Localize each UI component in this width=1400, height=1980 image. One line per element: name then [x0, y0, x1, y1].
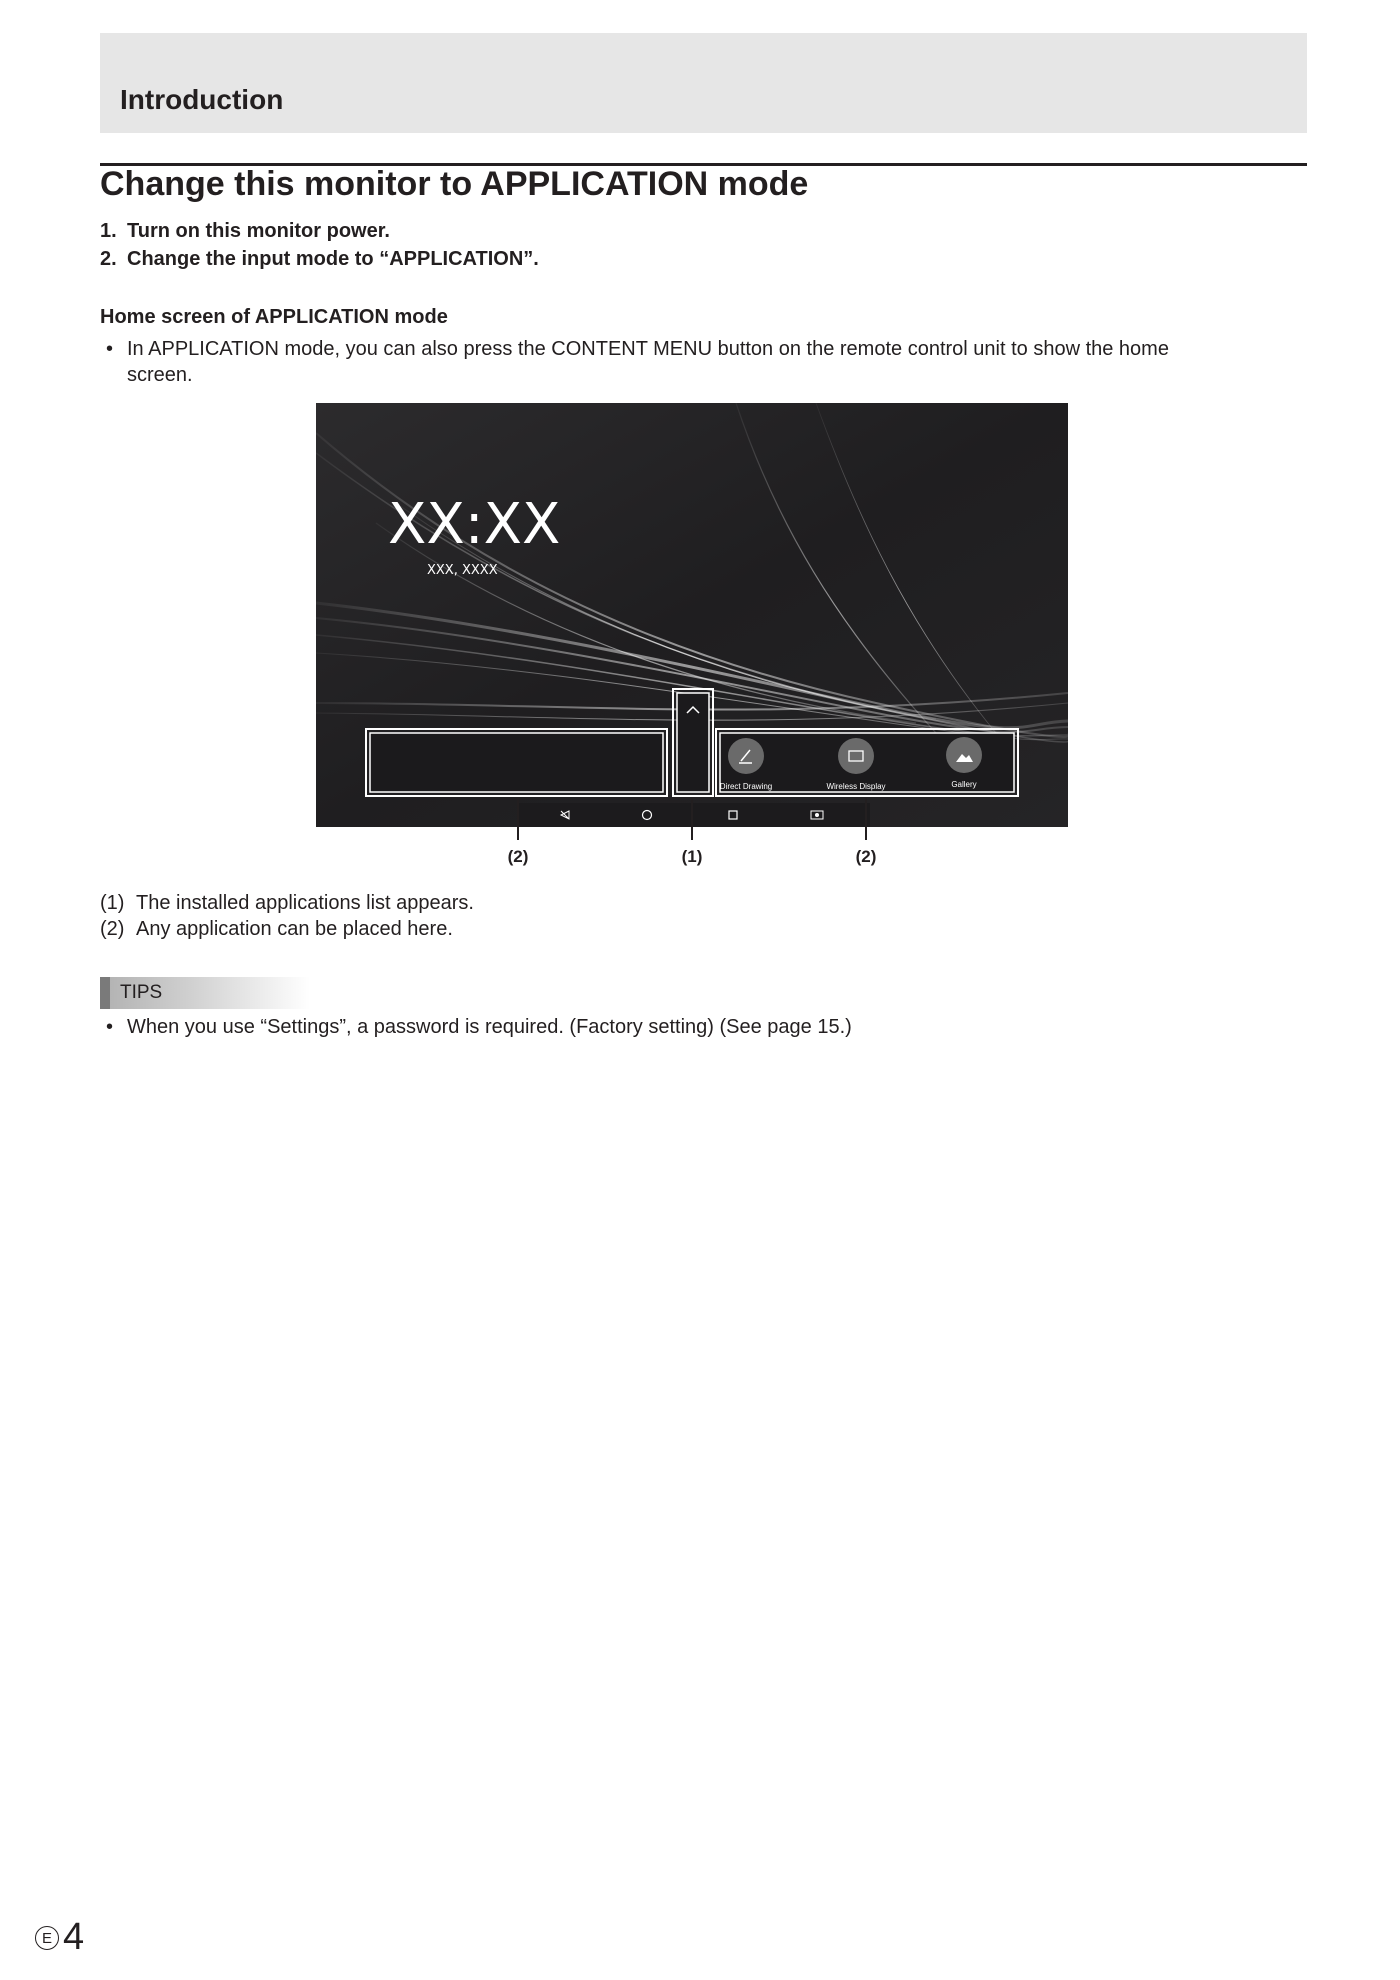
- section-title: Introduction: [120, 84, 284, 115]
- step-1: [100, 218, 390, 244]
- bullet-dot: •: [106, 338, 114, 360]
- note-1: [100, 890, 474, 916]
- image-icon: [946, 737, 982, 773]
- note-text: Any application can be placed here.: [136, 918, 453, 940]
- callout-line-middle: [691, 798, 693, 840]
- bullet-dot: •: [106, 1016, 114, 1038]
- note-label: (1): [100, 892, 125, 914]
- step-number: 1.: [100, 220, 117, 242]
- display-icon: [838, 738, 874, 774]
- home-screen-image: [316, 403, 1068, 827]
- home-screen-heading: Home screen of APPLICATION mode: [100, 306, 448, 328]
- section-header-band: [100, 33, 1307, 133]
- tips-text: When you use “Settings”, a password is required. (Factory setting) (See page 15.): [127, 1016, 852, 1038]
- step-2: [100, 246, 539, 272]
- app-label: Wireless Display: [826, 782, 886, 791]
- callout-line-right: [865, 798, 867, 840]
- language-mark: E: [35, 1926, 59, 1950]
- app-gallery[interactable]: [946, 737, 982, 789]
- home-screen-bullet: [100, 336, 1320, 388]
- step-text: Turn on this monitor power.: [127, 220, 390, 242]
- app-area-left[interactable]: [370, 733, 663, 792]
- tips-bullet: [100, 1014, 1320, 1040]
- step-text: Change the input mode to “APPLICATION”.: [127, 248, 539, 270]
- callout-line-left: [517, 798, 519, 840]
- callout-label-right: (2): [855, 847, 877, 866]
- callout-label-left: (2): [507, 847, 529, 866]
- page-title: Change this monitor to APPLICATION mode: [100, 165, 809, 203]
- bullet-text-line-2: screen.: [127, 364, 193, 386]
- tips-label: TIPS: [120, 982, 163, 1003]
- clock-date: XXX, XXXX: [427, 563, 498, 578]
- bullet-text-line-1: In APPLICATION mode, you can also press the CONTENT MENU button on the remote control unit to show the home: [127, 338, 1169, 360]
- note-text: The installed applications list appears.: [136, 892, 474, 914]
- step-number: 2.: [100, 248, 117, 270]
- note-2: [100, 916, 453, 942]
- note-label: (2): [100, 918, 125, 940]
- app-label: Gallery: [951, 780, 977, 789]
- home-screen-graphic: [316, 403, 1068, 827]
- callout-label-middle: (1): [681, 847, 703, 866]
- app-label: Direct Drawing: [719, 782, 773, 791]
- clock-time: XX:XX: [388, 492, 561, 557]
- page-number: 4: [63, 1916, 85, 1958]
